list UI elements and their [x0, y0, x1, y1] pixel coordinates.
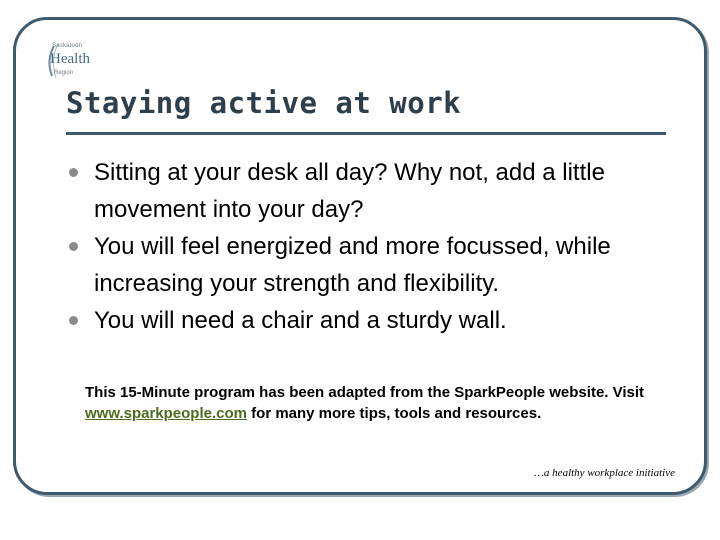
note-text-after: for many more tips, tools and resources.	[247, 405, 542, 422]
logo-main-text: Health	[50, 51, 90, 67]
bullet-dot-icon	[69, 316, 78, 325]
bullet-list	[66, 154, 666, 339]
bullet-item	[66, 154, 666, 228]
bullet-item	[66, 302, 666, 339]
bullet-dot-icon	[69, 168, 78, 177]
sparkpeople-link[interactable]: www.sparkpeople.com	[85, 405, 247, 422]
bullet-item	[66, 228, 666, 302]
attribution-note	[85, 382, 645, 424]
note-text-before: This 15-Minute program has been adapted from the SparkPeople website. Visit	[85, 384, 645, 401]
logo-top-text: Saskatoon	[52, 43, 83, 49]
title-divider	[66, 132, 666, 135]
bullet-text: You will need a chair and a sturdy wall.	[94, 307, 507, 334]
bullet-dot-icon	[69, 242, 78, 251]
footer-tagline: …a healthy workplace initiative	[534, 467, 675, 479]
bullet-text: You will feel energized and more focussed, while increasing your strength and flexibility.	[94, 233, 611, 297]
saskatoon-health-region-logo	[44, 40, 96, 82]
bullet-text: Sitting at your desk all day? Why not, add a little movement into your day?	[94, 159, 605, 223]
slide-title: Staying active at work	[66, 86, 462, 120]
logo-bottom-text: Region	[54, 70, 74, 76]
